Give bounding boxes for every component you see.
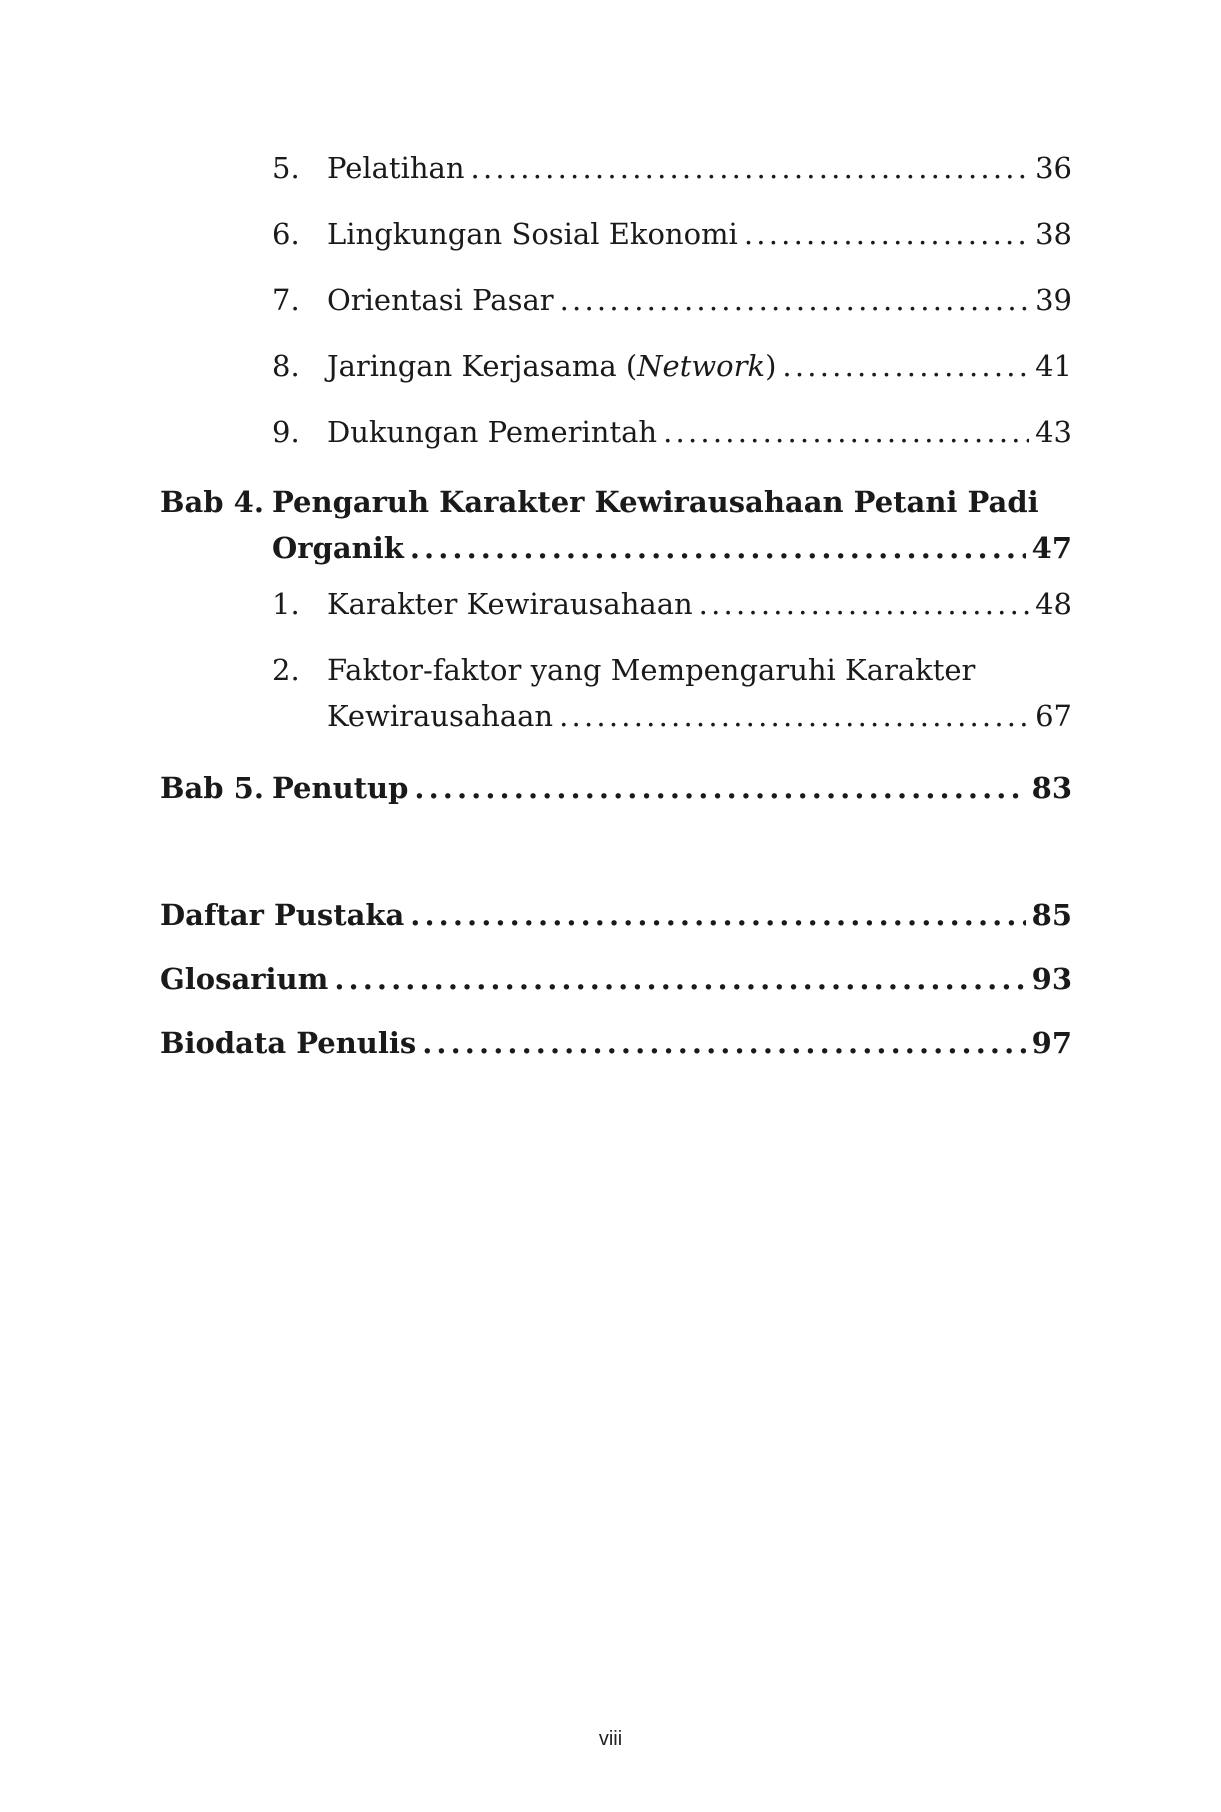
entry-page: 36 xyxy=(1035,151,1072,185)
entry-title-start: Jaringan Kerjasama ( xyxy=(327,349,638,383)
dot-leader xyxy=(699,586,1029,622)
entry-page: 93 xyxy=(1031,962,1072,996)
dot-leader xyxy=(414,770,1025,806)
dot-leader xyxy=(782,348,1029,384)
toc-entry-7 xyxy=(160,282,1072,318)
entry-number: 5. xyxy=(272,151,300,185)
bab4-heading-line2 xyxy=(160,530,1072,566)
page-number: viii xyxy=(598,1728,623,1750)
toc-entry-4-2-line2 xyxy=(160,698,1072,734)
entry-title: Daftar Pustaka xyxy=(160,898,405,932)
toc-glosarium xyxy=(160,961,1072,997)
entry-page: 41 xyxy=(1035,349,1072,383)
dot-leader xyxy=(422,1025,1025,1061)
entry-number: 9. xyxy=(272,415,300,449)
entry-title-cont: Kewirausahaan xyxy=(327,699,554,733)
entry-number: 2. xyxy=(272,653,300,687)
entry-number: 7. xyxy=(272,283,300,317)
entry-title: Dukungan Pemerintah xyxy=(327,415,658,449)
entry-title: Glosarium xyxy=(160,962,329,996)
dot-leader xyxy=(559,698,1029,734)
toc-biodata-penulis xyxy=(160,1025,1072,1061)
toc-entry-5 xyxy=(160,150,1072,186)
entry-title: Karakter Kewirausahaan xyxy=(327,587,693,621)
toc-entry-8 xyxy=(160,348,1072,384)
chapter-page: 83 xyxy=(1031,771,1072,805)
entry-page: 85 xyxy=(1031,898,1072,932)
entry-page: 43 xyxy=(1035,415,1072,449)
chapter-label: Bab 5. xyxy=(160,771,264,805)
chapter-label: Bab 4. xyxy=(160,485,264,519)
entry-title-italic: Network xyxy=(637,349,766,383)
entry-title: Orientasi Pasar xyxy=(327,283,554,317)
bab4-heading-line1 xyxy=(160,484,1039,520)
dot-leader xyxy=(560,282,1029,318)
dot-leader xyxy=(471,150,1030,186)
dot-leader xyxy=(663,414,1029,450)
entry-page: 48 xyxy=(1035,587,1072,621)
chapter-title: Penutup xyxy=(272,771,409,805)
toc-entry-4-1 xyxy=(160,586,1072,622)
entry-title: Biodata Penulis xyxy=(160,1026,417,1060)
chapter-title: Pengaruh Karakter Kewirausahaan Petani Padi xyxy=(272,485,1039,519)
entry-page: 39 xyxy=(1035,283,1072,317)
toc-chapter-5 xyxy=(160,770,1072,806)
entry-title: Lingkungan Sosial Ekonomi xyxy=(327,217,738,251)
entry-page: 67 xyxy=(1035,699,1072,733)
toc-entry-6 xyxy=(160,216,1072,252)
dot-leader xyxy=(410,530,1026,566)
entry-title: Pelatihan xyxy=(327,151,465,185)
entry-number: 1. xyxy=(272,587,300,621)
dot-leader xyxy=(744,216,1029,252)
dot-leader xyxy=(334,961,1025,997)
dot-leader xyxy=(410,897,1025,933)
toc-daftar-pustaka xyxy=(160,897,1072,933)
entry-number: 6. xyxy=(272,217,300,251)
entry-number: 8. xyxy=(272,349,300,383)
entry-title-end: ) xyxy=(765,349,777,383)
toc-entry-9 xyxy=(160,414,1072,450)
entry-page: 97 xyxy=(1031,1026,1072,1060)
entry-title: Faktor-faktor yang Mempengaruhi Karakter xyxy=(327,653,976,687)
entry-page: 38 xyxy=(1035,217,1072,251)
entry-title xyxy=(327,348,776,384)
chapter-title-cont: Organik xyxy=(272,531,404,565)
toc-entry-4-2-line1 xyxy=(160,652,975,688)
chapter-page: 47 xyxy=(1031,531,1072,565)
